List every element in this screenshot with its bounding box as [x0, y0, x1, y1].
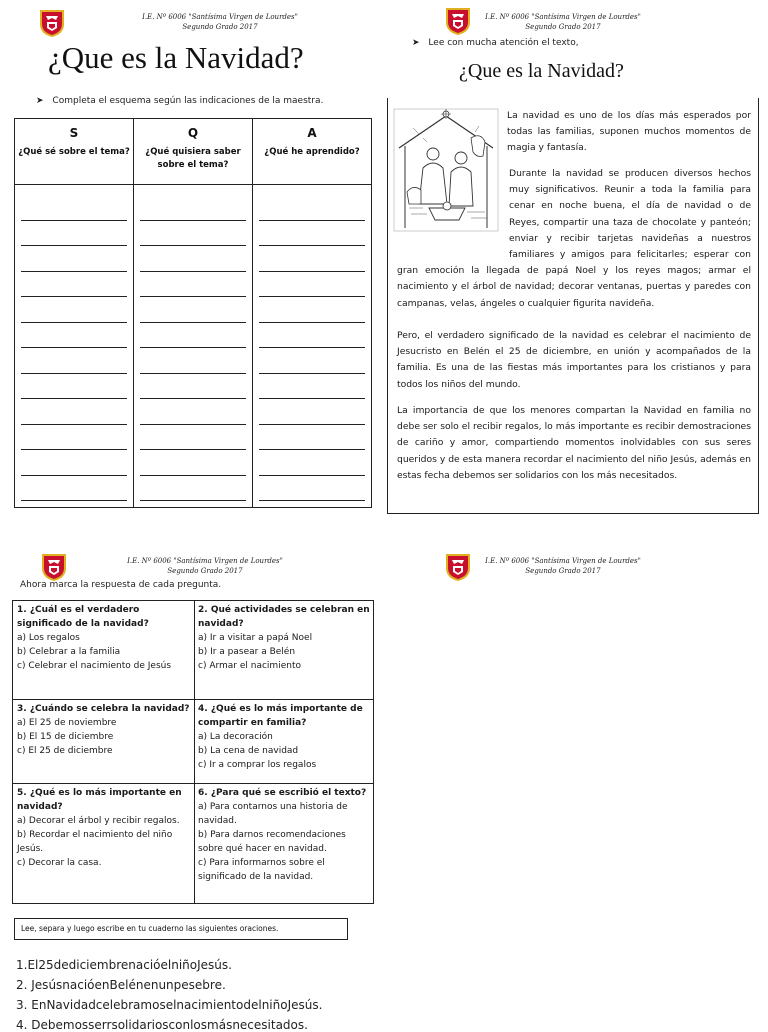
school-grade: Segundo Grado 2017 — [182, 23, 258, 31]
answer-lines — [253, 185, 371, 507]
answer-blank-line[interactable] — [259, 323, 365, 349]
question-6 — [194, 784, 374, 886]
school-crest-logo — [40, 552, 68, 582]
school-crest-logo — [444, 6, 472, 36]
answer-blank-line[interactable] — [259, 195, 365, 221]
page1-instruction-text: Completa el esquema según las indicaciones de la maestra. — [52, 96, 324, 106]
option-c[interactable]: c) Ir a comprar los regalos — [198, 760, 317, 770]
answer-blank-line[interactable] — [21, 323, 127, 349]
sqa-column-a — [253, 119, 371, 507]
answer-blank-line[interactable] — [21, 425, 127, 451]
sentence-2: 2. JesúsnacióenBelénenunpesebre. — [16, 978, 226, 992]
school-grade: Segundo Grado 2017 — [525, 23, 601, 31]
question-text: Qué actividades se celebran en navidad? — [198, 605, 370, 629]
answer-blank-line[interactable] — [140, 323, 246, 349]
answer-blank-line[interactable] — [259, 425, 365, 451]
option-a[interactable]: a) Decorar el árbol y recibir regalos. — [17, 816, 180, 826]
question-number: 3. — [17, 704, 27, 714]
answer-blank-line[interactable] — [140, 221, 246, 247]
school-header — [478, 12, 648, 32]
answer-blank-line[interactable] — [259, 348, 365, 374]
sqa-column-q — [134, 119, 253, 507]
option-b[interactable]: b) Para darnos recomendaciones sobre qué hacer en navidad. — [198, 830, 346, 854]
option-c[interactable]: c) Celebrar el nacimiento de Jesús — [17, 661, 172, 671]
answer-blank-line[interactable] — [21, 374, 127, 400]
answer-blank-line[interactable] — [259, 374, 365, 400]
answer-blank-line[interactable] — [140, 195, 246, 221]
answer-blank-line[interactable] — [259, 399, 365, 425]
question-number: 2. — [198, 605, 208, 615]
answer-blank-line[interactable] — [259, 297, 365, 323]
question-number: 4. — [198, 704, 208, 714]
sqa-column-header — [253, 119, 371, 185]
answer-blank-line[interactable] — [21, 476, 127, 502]
answer-blank-line[interactable] — [140, 272, 246, 298]
page3-instruction: Ahora marca la respuesta de cada pregunta. — [20, 580, 222, 590]
option-b[interactable]: b) Ir a pasear a Belén — [198, 647, 296, 657]
answer-blank-line[interactable] — [21, 221, 127, 247]
sentence-4: 4. Debemosserrsolidariosconlosmásnecesitados. — [16, 1018, 308, 1032]
question-4 — [194, 700, 374, 774]
option-b[interactable]: b) El 15 de diciembre — [17, 732, 114, 742]
question-2 — [194, 601, 374, 675]
page1-instruction — [36, 96, 323, 106]
answer-blank-line[interactable] — [259, 450, 365, 476]
answer-blank-line[interactable] — [259, 476, 365, 502]
sentence-1: 1.El25dediciembrenacióelniñoJesús. — [16, 958, 232, 972]
answer-blank-line[interactable] — [140, 476, 246, 502]
answer-blank-line[interactable] — [21, 195, 127, 221]
sqa-column-header — [134, 119, 252, 185]
column-letter: S — [69, 126, 79, 140]
sentence-instruction-box: Lee, separa y luego escribe en tu cuaderno las siguientes oraciones. — [14, 918, 348, 940]
column-question: ¿Qué he aprendido? — [264, 147, 360, 157]
answer-blank-line[interactable] — [21, 399, 127, 425]
page2-instruction — [412, 38, 579, 48]
option-a[interactable]: a) Ir a visitar a papá Noel — [198, 633, 313, 643]
quiz-table — [12, 600, 374, 904]
question-text: ¿Cuál es el verdadero significado de la navidad? — [17, 605, 149, 629]
answer-blank-line[interactable] — [21, 246, 127, 272]
paragraph-3: Pero, el verdadero significado de la navidad es celebrar el nacimiento de Jesucristo en Belén el 25 de diciembre, en unión y acompañados de la familia. Es una de las fiestas más importantes para los cristianos y para todos los niños del mundo. — [397, 330, 751, 390]
column-question: ¿Qué quisiera saber sobre el tema? — [145, 147, 241, 170]
answer-blank-line[interactable] — [140, 297, 246, 323]
sqa-column-header — [15, 119, 133, 185]
paragraph-1: La navidad es uno de los días más esperados por todas las familias, suponen muchos momentos de magia y fantasía. — [507, 110, 751, 154]
sentence-3: 3. EnNavidadcelebramoselnacimientodelniñoJesús. — [16, 998, 323, 1012]
school-name: I.E. Nº 6006 "Santísima Virgen de Lourdes" — [485, 557, 641, 565]
paragraph-2-text: Durante la navidad se producen diversos hechos muy significativos. Reunir a toda la familia para cenar en noche buena, el día de navidad o de Reyes, compartir una taza de chocolate y panteón; enviar y recibir tarjetas navideñas a nuestros familiares y amigos para felicitarles; esperar con gran emoción la llegada de papá Noel y los reyes magos; armar el nacimiento y el árbol de navidad; decorar ventanas, puertas y paredes con campanas, velas, ángeles o cualquier figurita navideña. — [397, 168, 751, 309]
column-letter: Q — [187, 126, 199, 140]
school-crest-logo — [38, 8, 66, 38]
arrow-bullet-icon: ➤ — [36, 96, 44, 106]
answer-blank-line[interactable] — [21, 272, 127, 298]
page2-title: ¿Que es la Navidad? — [459, 60, 624, 82]
answer-blank-line[interactable] — [259, 221, 365, 247]
option-c[interactable]: c) El 25 de diciembre — [17, 746, 113, 756]
school-grade: Segundo Grado 2017 — [525, 567, 601, 575]
paragraph-2 — [397, 166, 751, 312]
answer-blank-line[interactable] — [140, 399, 246, 425]
answer-blank-line[interactable] — [21, 450, 127, 476]
option-b[interactable]: b) La cena de navidad — [198, 746, 299, 756]
image-wrap-spacer — [397, 166, 509, 250]
answer-blank-line[interactable] — [140, 348, 246, 374]
column-question: ¿Qué sé sobre el tema? — [18, 147, 130, 157]
option-b[interactable]: b) Celebrar a la familia — [17, 647, 121, 657]
question-text: ¿Qué es lo más importante en navidad? — [17, 788, 182, 812]
option-b[interactable]: b) Recordar el nacimiento del niño Jesús. — [17, 830, 173, 854]
question-number: 6. — [198, 788, 208, 798]
question-5 — [13, 784, 194, 872]
school-name: I.E. Nº 6006 "Santísima Virgen de Lourdes" — [485, 13, 641, 21]
answer-lines — [134, 185, 252, 507]
question-text: ¿Cuándo se celebra la navidad? — [29, 704, 190, 714]
paragraph-4: La importancia de que los menores compartan la Navidad en familia no debe ser solo el recibir regalos, lo más importante es recibir demostraciones de cariño y amor, compartiendo momentos inolvidables con sus seres queridos y de esta manera recordar el nacimiento del niño Jesús, además en estas fecha debemos ser solidarios con los más necesitados. — [397, 405, 751, 481]
column-letter: A — [307, 126, 317, 140]
sqa-column-s — [15, 119, 134, 507]
option-a[interactable]: a) El 25 de noviembre — [17, 718, 117, 728]
option-a[interactable]: a) La decoración — [198, 732, 273, 742]
school-crest-logo — [444, 552, 472, 582]
arrow-bullet-icon: ➤ — [412, 38, 420, 48]
answer-blank-line[interactable] — [21, 348, 127, 374]
question-1 — [13, 601, 194, 675]
question-number: 5. — [17, 788, 27, 798]
page2-instruction-text: Lee con mucha atención el texto, — [428, 38, 579, 48]
option-c[interactable]: c) Armar el nacimiento — [198, 661, 301, 671]
answer-blank-line[interactable] — [140, 425, 246, 451]
option-c[interactable]: c) Decorar la casa. — [17, 858, 102, 868]
school-header — [120, 556, 290, 576]
answer-blank-line[interactable] — [259, 272, 365, 298]
school-header — [120, 12, 320, 32]
answer-blank-line[interactable] — [21, 297, 127, 323]
school-header — [478, 556, 648, 576]
school-name: I.E. Nº 6006 "Santísima Virgen de Lourdes" — [127, 557, 283, 565]
page1-title: ¿Que es la Navidad? — [48, 40, 304, 75]
school-name: I.E. Nº 6006 "Santísima Virgen de Lourdes" — [142, 13, 298, 21]
answer-lines — [15, 185, 133, 507]
question-3 — [13, 700, 194, 760]
answer-blank-line[interactable] — [140, 374, 246, 400]
sqa-table — [14, 118, 372, 508]
option-a[interactable]: a) Los regalos — [17, 633, 80, 643]
question-text: ¿Para qué se escribió el texto? — [210, 788, 367, 798]
answer-blank-line[interactable] — [140, 246, 246, 272]
question-text: ¿Qué es lo más importante de compartir en familia? — [198, 704, 363, 728]
answer-blank-line[interactable] — [140, 450, 246, 476]
school-grade: Segundo Grado 2017 — [167, 567, 243, 575]
question-number: 1. — [17, 605, 27, 615]
option-c[interactable]: c) Para informarnos sobre el significado de la navidad. — [198, 858, 325, 882]
option-a[interactable]: a) Para contarnos una historia de navidad. — [198, 802, 348, 826]
answer-blank-line[interactable] — [259, 246, 365, 272]
